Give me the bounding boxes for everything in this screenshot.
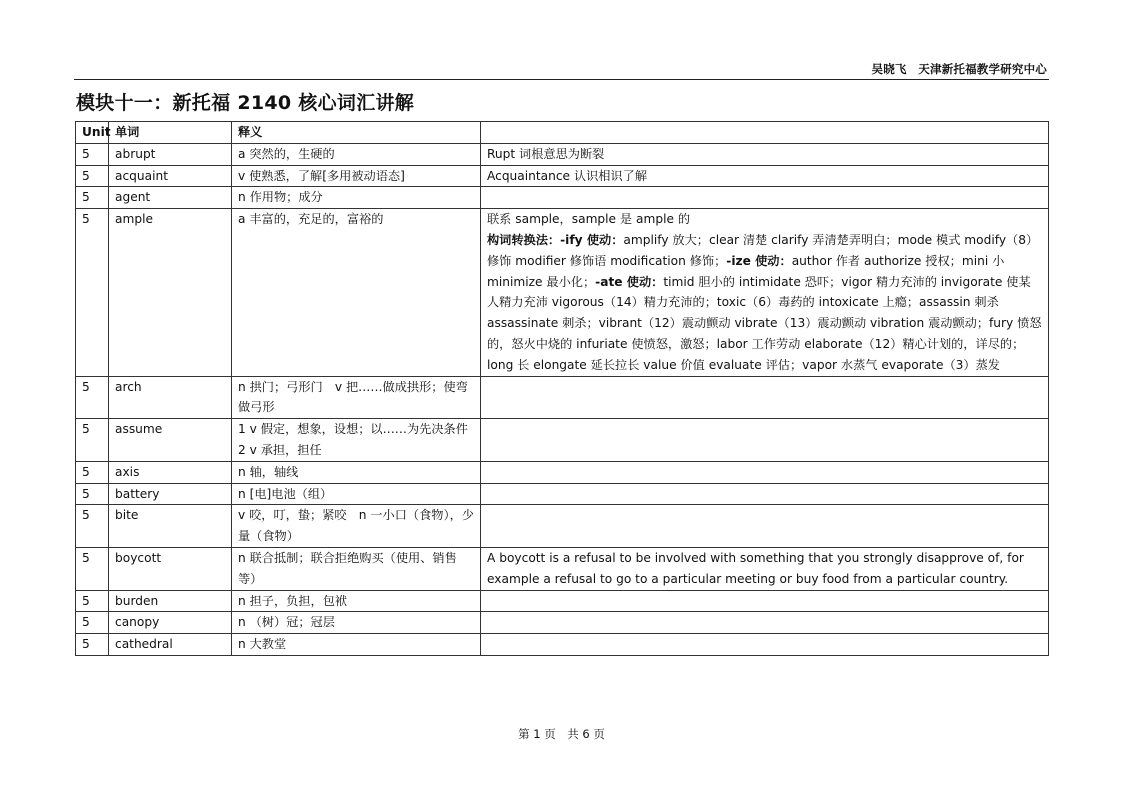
page-title: 模块十一：新托福 2140 核心词汇讲解 (76, 92, 415, 114)
word-cell: agent (109, 187, 232, 209)
note-intro: 联系 sample，sample 是 ample 的 (487, 212, 691, 227)
note-label-ate: -ate 使动： (595, 274, 664, 289)
note-cell (481, 187, 1049, 209)
unit-cell: 5 (76, 165, 109, 187)
note-cell: Rupt 词根意思为断裂 (481, 143, 1049, 165)
page-footer: 第 1 页 共 6 页 (518, 727, 605, 741)
note-text-ize: author 作者 authorize 授权；mini 小 minimize 最小化； (487, 253, 1005, 289)
definition-cell: n 作用物；成分 (232, 187, 481, 209)
note-cell (481, 634, 1049, 656)
table-row (76, 419, 1049, 462)
unit-cell: 5 (76, 419, 109, 462)
word-cell: bite (109, 505, 232, 548)
note-cell (481, 419, 1049, 462)
unit-cell: 5 (76, 143, 109, 165)
table-header-row (76, 122, 1049, 144)
table-row (76, 547, 1049, 590)
note-cell: Acquaintance 认识相识了解 (481, 165, 1049, 187)
word-cell: arch (109, 376, 232, 419)
note-cell (481, 505, 1049, 548)
note-cell (481, 461, 1049, 483)
column-header-definition: 释义 (232, 122, 481, 144)
note-label-ize: -ize 使动： (726, 253, 792, 268)
column-header-word: 单词 (109, 122, 232, 144)
unit-cell: 5 (76, 612, 109, 634)
definition-line: 1 v 假定，想象，设想；以……为先决条件 (238, 422, 468, 437)
word-cell: battery (109, 483, 232, 505)
unit-cell: 5 (76, 547, 109, 590)
note-cell: A boycott is a refusal to be involved with something that you strongly disapprove of, for example a refusal to go to a particular meeting or buy food from a particular country. (481, 547, 1049, 590)
unit-cell: 5 (76, 461, 109, 483)
note-cell (481, 590, 1049, 612)
unit-cell: 5 (76, 505, 109, 548)
definition-line: 2 v 承担，担任 (238, 442, 322, 457)
table-row (76, 165, 1049, 187)
unit-cell: 5 (76, 209, 109, 376)
note-cell (481, 209, 1049, 376)
note-label-ify: 构词转换法：-ify 使动： (487, 232, 624, 247)
unit-cell: 5 (76, 634, 109, 656)
note-cell (481, 612, 1049, 634)
word-cell: ample (109, 209, 232, 376)
definition-cell: n 拱门；弓形门 v 把……做成拱形；使弯做弓形 (232, 376, 481, 419)
definition-cell (232, 419, 481, 462)
definition-cell: n （树）冠；冠层 (232, 612, 481, 634)
word-cell: canopy (109, 612, 232, 634)
header-author: 吴晓飞 天津新托福教学研究中心 (871, 62, 1047, 76)
word-cell: acquaint (109, 165, 232, 187)
table-row (76, 209, 1049, 376)
word-cell: abrupt (109, 143, 232, 165)
table-row (76, 376, 1049, 419)
note-cell (481, 376, 1049, 419)
table-row (76, 143, 1049, 165)
table-row (76, 505, 1049, 548)
note-text-ify: amplify 放大；clear 清楚 clarify 弄清楚弄明白；mode 模式 modify（8）修饰 modifier 修饰语 modification 修饰； (487, 232, 1039, 268)
unit-cell: 5 (76, 376, 109, 419)
unit-cell: 5 (76, 187, 109, 209)
header-divider (74, 79, 1049, 80)
definition-cell: n 联合抵制；联合拒绝购买（使用、销售等） (232, 547, 481, 590)
note-text-ate: timid 胆小的 intimidate 恐吓；vigor 精力充沛的 invigorate 使某人精力充沛 vigorous（14）精力充沛的；toxic（6）毒药的 intoxicate 上瘾；assassin 刺杀 assassinate 刺杀；vibrant（12）震动颤动 vibrate（13）震动颤动 vibration 震动颤动；fury 愤怒的，怒火中烧的 infuriate 使愤怒，激怒；labor 工作劳动 elaborate（12）精心计划的，详尽的；long 长 elongate 延长拉长 value 价值 evaluate 评估；vapor 水蒸气 evaporate（3）蒸发 (487, 274, 1042, 372)
definition-cell: v 咬，叮，蛰；紧咬 n 一小口（食物），少量（食物） (232, 505, 481, 548)
table-row (76, 612, 1049, 634)
definition-cell: a 丰富的，充足的，富裕的 (232, 209, 481, 376)
unit-cell: 5 (76, 483, 109, 505)
word-cell: assume (109, 419, 232, 462)
definition-cell: n 大教堂 (232, 634, 481, 656)
unit-cell: 5 (76, 590, 109, 612)
definition-cell: v 使熟悉，了解[多用被动语态] (232, 165, 481, 187)
vocab-table (75, 121, 1049, 656)
word-cell: axis (109, 461, 232, 483)
definition-cell: a 突然的，生硬的 (232, 143, 481, 165)
table-row (76, 590, 1049, 612)
word-cell: burden (109, 590, 232, 612)
definition-cell: n 担子，负担，包袱 (232, 590, 481, 612)
table-row (76, 483, 1049, 505)
table-row (76, 634, 1049, 656)
definition-cell: n 轴，轴线 (232, 461, 481, 483)
table-row (76, 187, 1049, 209)
word-cell: boycott (109, 547, 232, 590)
column-header-unit: Unit (76, 122, 109, 144)
table-row (76, 461, 1049, 483)
column-header-notes (481, 122, 1049, 144)
word-cell: cathedral (109, 634, 232, 656)
note-cell (481, 483, 1049, 505)
definition-cell: n [电]电池（组） (232, 483, 481, 505)
